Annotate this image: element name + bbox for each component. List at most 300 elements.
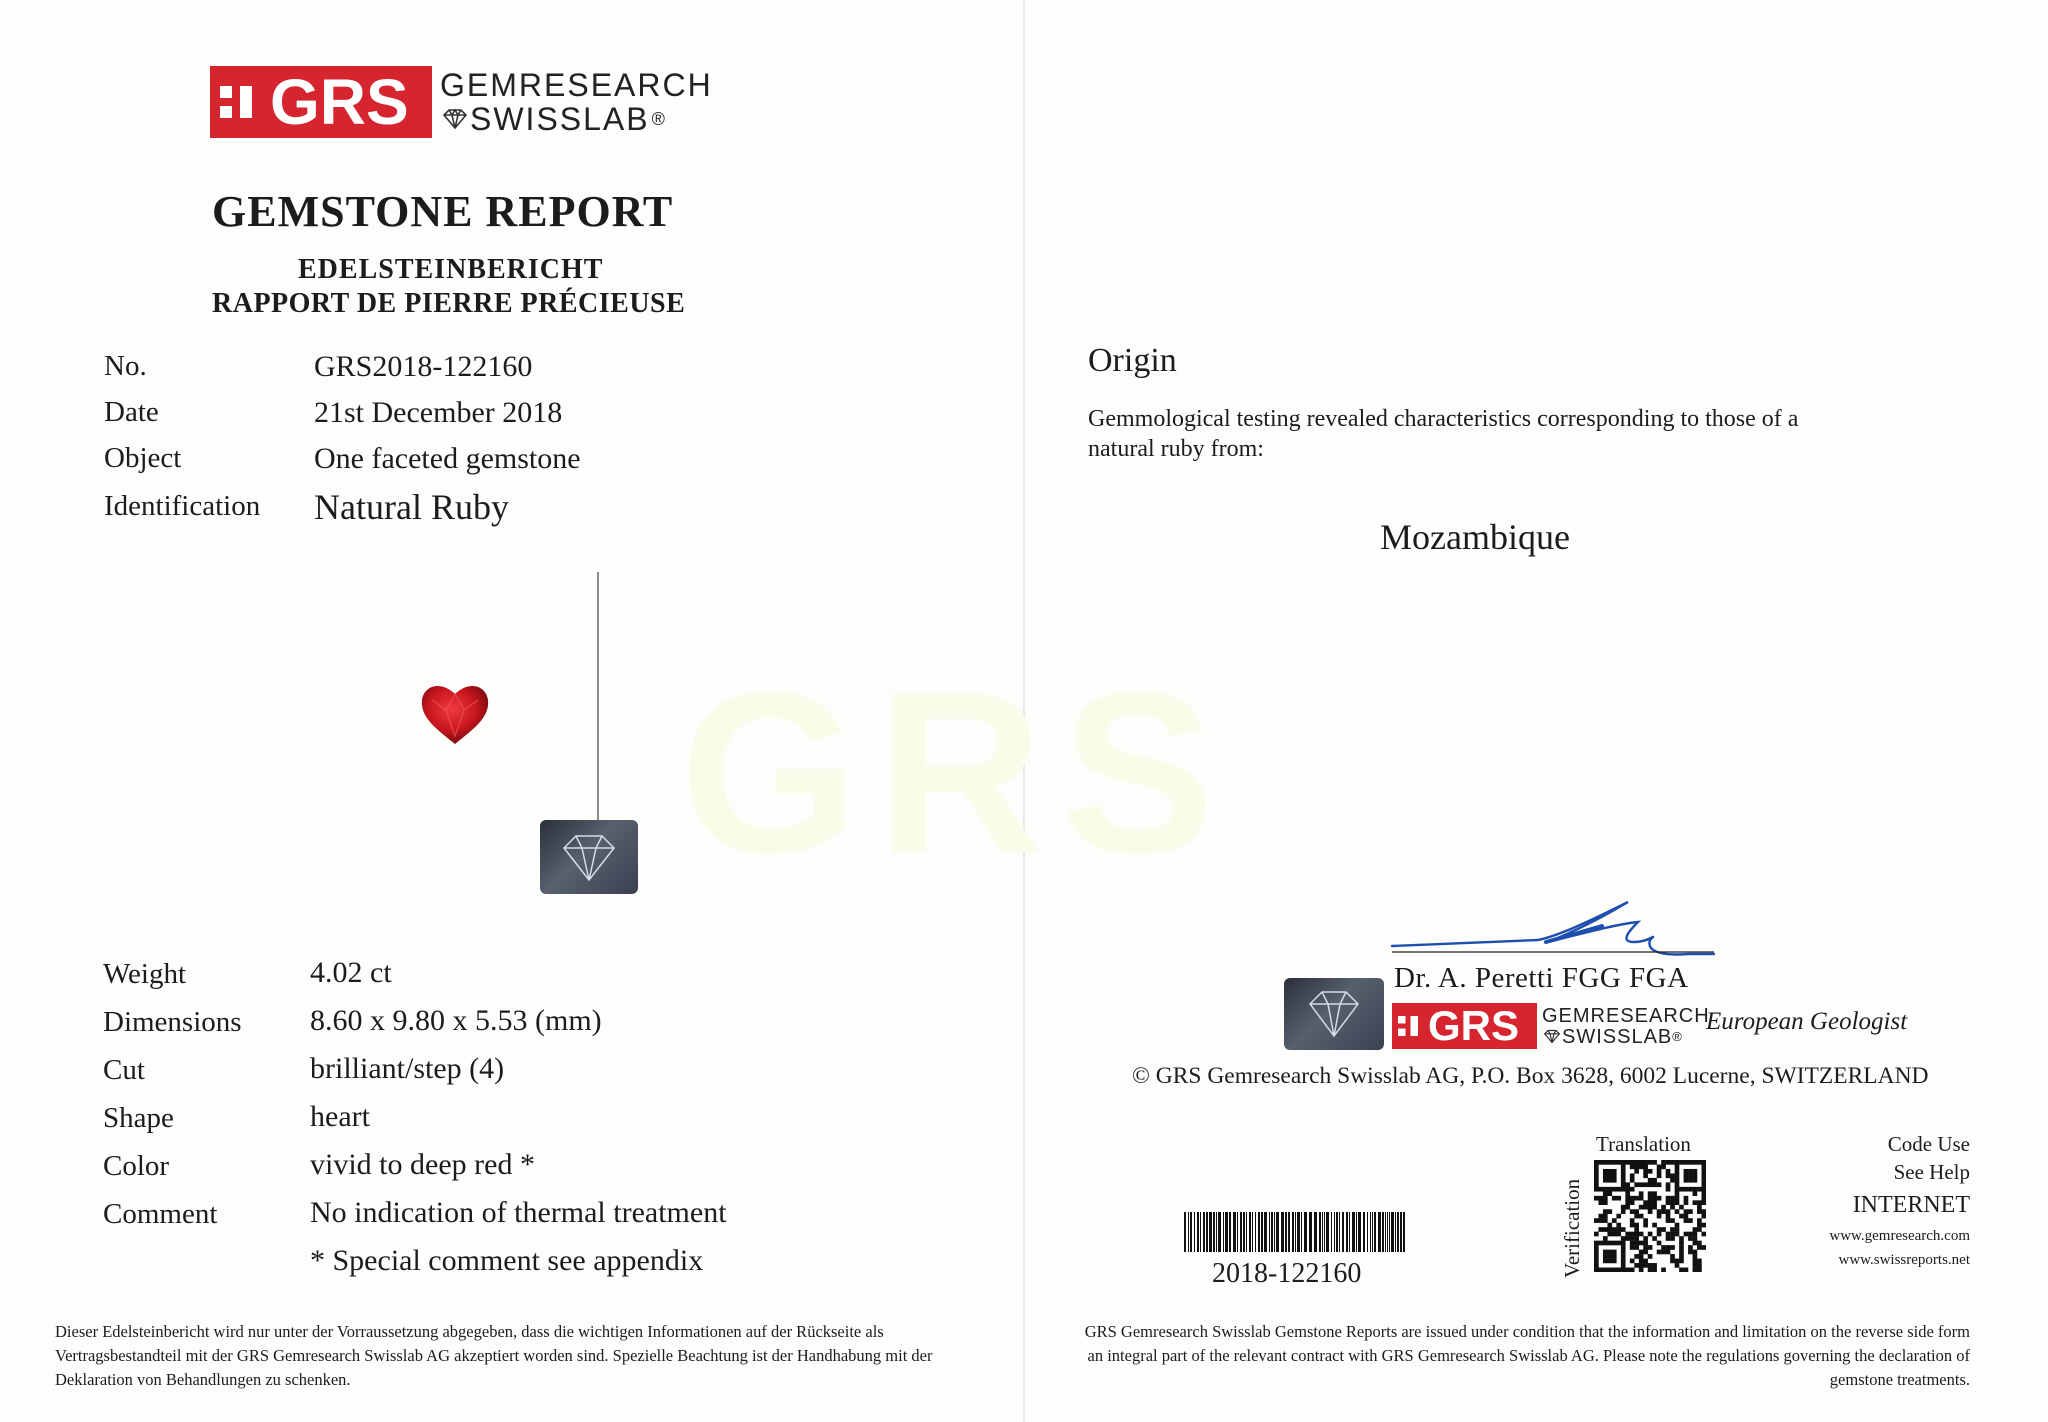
barcode-bar (1349, 1212, 1350, 1252)
qr-module (1652, 1268, 1657, 1272)
qr-module (1630, 1164, 1635, 1169)
qr-module (1603, 1169, 1608, 1174)
qr-module (1603, 1178, 1608, 1183)
barcode-bar (1397, 1212, 1399, 1252)
code-use-label: Code Use (1887, 1132, 1970, 1156)
field-label-no: No. (104, 350, 147, 382)
qr-module (1679, 1236, 1684, 1241)
qr-module (1688, 1232, 1693, 1237)
signer-title: European Geologist (1706, 1008, 1908, 1035)
qr-module (1643, 1218, 1648, 1223)
qr-module (1607, 1254, 1612, 1259)
qr-module (1598, 1160, 1603, 1165)
qr-module (1702, 1196, 1706, 1201)
qr-module (1616, 1227, 1621, 1232)
qr-module (1688, 1250, 1693, 1255)
qr-module (1675, 1173, 1680, 1178)
qr-module (1639, 1241, 1644, 1246)
qr-module (1603, 1187, 1608, 1192)
qr-module (1634, 1241, 1639, 1246)
barcode-bar (1301, 1212, 1302, 1252)
qr-module (1666, 1173, 1671, 1178)
barcode-bar (1387, 1212, 1388, 1252)
qr-module (1670, 1196, 1675, 1201)
qr-module (1684, 1232, 1689, 1237)
qr-module (1670, 1173, 1675, 1178)
qr-module (1688, 1178, 1693, 1183)
qr-module (1616, 1268, 1621, 1272)
qr-module (1607, 1191, 1612, 1196)
qr-module (1693, 1169, 1698, 1174)
qr-module (1643, 1200, 1648, 1205)
qr-module (1607, 1169, 1612, 1174)
qr-module (1634, 1214, 1639, 1219)
qr-module (1630, 1178, 1635, 1183)
barcode-bar (1285, 1212, 1287, 1252)
copyright-line: © GRS Gemresearch Swisslab AG, P.O. Box 3628, 6002 Lucerne, SWITZERLAND (1132, 1063, 1929, 1089)
qr-module (1702, 1214, 1706, 1219)
qr-module (1612, 1169, 1617, 1174)
qr-module (1643, 1205, 1648, 1210)
qr-module (1648, 1209, 1653, 1214)
qr-module (1657, 1173, 1662, 1178)
qr-module (1612, 1173, 1617, 1178)
qr-module (1670, 1254, 1675, 1259)
qr-module (1693, 1241, 1698, 1246)
qr-module (1652, 1178, 1657, 1183)
qr-module (1693, 1191, 1698, 1196)
barcode-bar (1395, 1212, 1396, 1252)
translation-label: Translation (1596, 1132, 1691, 1156)
barcode-bar (1274, 1212, 1275, 1252)
qr-module (1684, 1218, 1689, 1223)
qr-module (1594, 1241, 1599, 1246)
grs-logo-small (1392, 1003, 1710, 1049)
qr-module (1603, 1191, 1608, 1196)
grs-logo-line2: SWISSLAB (470, 101, 650, 137)
qr-module (1693, 1259, 1698, 1264)
qr-module (1621, 1169, 1626, 1174)
field-value-special-comment: * Special comment see appendix (310, 1244, 704, 1277)
qr-module (1702, 1182, 1706, 1187)
qr-module (1666, 1232, 1671, 1237)
qr-module (1697, 1263, 1702, 1268)
origin-text: Gemmological testing revealed characteristics corresponding to those of a natural ruby from: (1088, 406, 1799, 462)
qr-module (1634, 1227, 1639, 1232)
barcode-bar (1223, 1212, 1224, 1252)
qr-module (1648, 1205, 1653, 1210)
qr-module (1621, 1182, 1626, 1187)
qr-module (1612, 1259, 1617, 1264)
qr-module (1612, 1232, 1617, 1237)
grs-logo-small-line2-row (1542, 1027, 1710, 1047)
barcode-bar (1385, 1212, 1386, 1252)
qr-module (1639, 1191, 1644, 1196)
qr-module (1652, 1200, 1657, 1205)
qr-module (1657, 1241, 1662, 1246)
qr-module (1612, 1218, 1617, 1223)
field-value-no: GRS2018-122160 (314, 350, 533, 383)
qr-module (1679, 1245, 1684, 1250)
field-label-shape: Shape (103, 1102, 174, 1134)
qr-module (1630, 1259, 1635, 1264)
qr-module (1598, 1218, 1603, 1223)
qr-module (1702, 1209, 1706, 1214)
qr-module (1666, 1214, 1671, 1219)
qr-module (1679, 1259, 1684, 1264)
qr-module (1634, 1263, 1639, 1268)
qr-module (1657, 1169, 1662, 1174)
barcode-bar (1269, 1212, 1270, 1252)
qr-module (1661, 1268, 1666, 1272)
qr-module (1621, 1160, 1626, 1165)
qr-module (1648, 1160, 1653, 1165)
qr-module (1666, 1187, 1671, 1192)
field-label-object: Object (104, 442, 182, 474)
grs-logo-brand: GRS (270, 66, 409, 138)
qr-module (1594, 1250, 1599, 1255)
qr-module (1661, 1250, 1666, 1255)
qr-module (1634, 1223, 1639, 1228)
qr-module (1670, 1200, 1675, 1205)
qr-module (1657, 1227, 1662, 1232)
qr-module (1679, 1214, 1684, 1219)
qr-module (1634, 1196, 1639, 1201)
registered-mark: ® (651, 109, 667, 129)
qr-module (1688, 1218, 1693, 1223)
field-label-dimensions: Dimensions (103, 1006, 242, 1038)
qr-module (1657, 1182, 1662, 1187)
field-value-date: 21st December 2018 (314, 396, 563, 429)
qr-module (1652, 1191, 1657, 1196)
qr-module (1643, 1245, 1648, 1250)
qr-module (1634, 1245, 1639, 1250)
qr-module (1634, 1164, 1639, 1169)
internet-label: INTERNET (1852, 1192, 1970, 1218)
qr-module (1603, 1236, 1608, 1241)
qr-module (1630, 1173, 1635, 1178)
qr-module (1603, 1227, 1608, 1232)
qr-module (1630, 1245, 1635, 1250)
qr-module (1603, 1214, 1608, 1219)
qr-module (1670, 1227, 1675, 1232)
qr-module (1621, 1209, 1626, 1214)
qr-module (1697, 1200, 1702, 1205)
barcode-bar (1292, 1212, 1294, 1252)
qr-module (1594, 1164, 1599, 1169)
qr-module (1702, 1223, 1706, 1228)
barcode-bar (1358, 1212, 1361, 1252)
qr-module (1594, 1178, 1599, 1183)
qr-module (1679, 1250, 1684, 1255)
qr-module (1607, 1232, 1612, 1237)
qr-module (1625, 1200, 1630, 1205)
barcode-bar (1367, 1212, 1368, 1252)
field-label-date: Date (104, 396, 159, 428)
qr-module (1607, 1209, 1612, 1214)
barcode-bar (1352, 1212, 1355, 1252)
qr-module (1661, 1160, 1666, 1165)
qr-module (1612, 1227, 1617, 1232)
qr-module (1684, 1173, 1689, 1178)
barcode-bar (1264, 1212, 1267, 1252)
qr-module (1688, 1236, 1693, 1241)
qr-module (1675, 1200, 1680, 1205)
qr-module (1684, 1187, 1689, 1192)
barcode-bar (1203, 1212, 1205, 1252)
qr-module (1670, 1236, 1675, 1241)
qr-module (1616, 1223, 1621, 1228)
qr-module (1693, 1236, 1698, 1241)
grs-logo-small-text (1542, 1006, 1710, 1047)
barcode-bar (1389, 1212, 1390, 1252)
qr-module (1666, 1245, 1671, 1250)
qr-module (1643, 1236, 1648, 1241)
footer-english: GRS Gemresearch Swisslab Gemstone Reports are issued under condition that the information and limitation on the reverse side form an integral part of the relevant contract with GRS Gemresearch Swisslab AG. Please note the regulations governing the declaration of gemstone treatments. (1084, 1322, 1970, 1389)
barcode-bar (1225, 1212, 1228, 1252)
qr-module (1657, 1164, 1662, 1169)
qr-module (1661, 1227, 1666, 1232)
qr-module (1603, 1268, 1608, 1272)
grs-logo-small-line1: GEMRESEARCH (1542, 1004, 1710, 1027)
barcode-bar (1218, 1212, 1221, 1252)
qr-module (1697, 1227, 1702, 1232)
qr-module (1612, 1268, 1617, 1272)
qr-module (1607, 1223, 1612, 1228)
qr-module (1625, 1182, 1630, 1187)
qr-module (1697, 1268, 1702, 1272)
barcode-bar (1276, 1212, 1279, 1252)
barcode-bar (1197, 1212, 1199, 1252)
grs-watermark: GRS (680, 644, 1233, 901)
qr-module (1625, 1160, 1630, 1165)
registered-mark: ® (1672, 1029, 1683, 1044)
qr-module (1607, 1250, 1612, 1255)
qr-module (1697, 1223, 1702, 1228)
qr-module (1648, 1263, 1653, 1268)
qr-module (1621, 1263, 1626, 1268)
qr-module (1688, 1187, 1693, 1192)
barcode-bar (1295, 1212, 1296, 1252)
qr-module (1684, 1178, 1689, 1183)
qr-module (1643, 1164, 1648, 1169)
qr-module (1648, 1245, 1653, 1250)
qr-module (1639, 1259, 1644, 1264)
diamond-icon (1542, 1029, 1562, 1044)
qr-module (1616, 1241, 1621, 1246)
qr-module (1666, 1250, 1671, 1255)
qr-module (1675, 1187, 1680, 1192)
qr-module (1648, 1200, 1653, 1205)
ruby-heart-image (418, 680, 492, 746)
barcode-bar (1382, 1212, 1384, 1252)
see-help-label: See Help (1893, 1160, 1970, 1184)
barcode-bar (1229, 1212, 1231, 1252)
qr-module (1675, 1209, 1680, 1214)
qr-module (1693, 1200, 1698, 1205)
qr-module (1702, 1169, 1706, 1174)
field-label-weight: Weight (103, 958, 187, 990)
qr-module (1594, 1218, 1599, 1223)
field-label-identification: Identification (104, 490, 261, 522)
url-gemresearch[interactable]: www.gemresearch.com (1829, 1228, 1970, 1244)
barcode-bar (1326, 1212, 1329, 1252)
qr-module (1634, 1254, 1639, 1259)
qr-module (1693, 1178, 1698, 1183)
qr-module (1607, 1160, 1612, 1165)
qr-module (1693, 1263, 1698, 1268)
qr-module (1675, 1160, 1680, 1165)
qr-module (1688, 1160, 1693, 1165)
qr-module (1675, 1227, 1680, 1232)
qr-module (1702, 1160, 1706, 1165)
qr-module (1675, 1191, 1680, 1196)
qr-module (1697, 1218, 1702, 1223)
qr-module (1621, 1241, 1626, 1246)
barcode-bar (1246, 1212, 1247, 1252)
barcode-bar (1240, 1212, 1242, 1252)
qr-module (1666, 1209, 1671, 1214)
qr-module (1594, 1187, 1599, 1192)
qr-module (1594, 1259, 1599, 1264)
qr-module (1607, 1241, 1612, 1246)
qr-module (1643, 1241, 1648, 1246)
qr-module (1675, 1182, 1680, 1187)
qr-module (1697, 1245, 1702, 1250)
qr-module (1702, 1187, 1706, 1192)
qr-module (1634, 1169, 1639, 1174)
qr-module (1648, 1232, 1653, 1237)
barcode-bar (1339, 1212, 1340, 1252)
qr-module (1643, 1160, 1648, 1165)
barcode-bar (1297, 1212, 1300, 1252)
qr-module (1702, 1173, 1706, 1178)
footer-german: Dieser Edelsteinbericht wird nur unter der Vorraussetzung abgegeben, dass die wichtigen Informationen auf der Rückseite als Vertragsbestandteil mit der GRS Gemresearch Swisslab AG akzeptiert worden sind. Spezielle Beachtung ist der Handhabung mit der Deklaration von Behandlungen zu schenken. (55, 1322, 933, 1389)
barcode-bar (1372, 1212, 1373, 1252)
qr-module (1630, 1200, 1635, 1205)
qr-module (1670, 1232, 1675, 1237)
url-swissreports[interactable]: www.swissreports.net (1838, 1252, 1970, 1268)
photo-pointer-line (597, 572, 599, 822)
qr-module (1625, 1205, 1630, 1210)
qr-module (1670, 1245, 1675, 1250)
qr-module (1639, 1263, 1644, 1268)
qr-module (1666, 1160, 1671, 1165)
qr-code-icon[interactable] (1594, 1160, 1706, 1272)
barcode-bar (1378, 1212, 1381, 1252)
qr-module (1661, 1164, 1666, 1169)
barcode-bar (1184, 1212, 1186, 1252)
qr-module (1621, 1227, 1626, 1232)
qr-module (1598, 1268, 1603, 1272)
qr-module (1675, 1169, 1680, 1174)
grs-logo (210, 66, 713, 138)
qr-module (1652, 1263, 1657, 1268)
qr-module (1666, 1182, 1671, 1187)
origin-country: Mozambique (1380, 517, 1570, 557)
qr-module (1630, 1236, 1635, 1241)
barcode-bar (1324, 1212, 1325, 1252)
field-value-object: One faceted gemstone (314, 442, 581, 475)
qr-module (1702, 1232, 1706, 1237)
diamond-icon (440, 108, 470, 130)
qr-module (1643, 1263, 1648, 1268)
swiss-cross-icon (220, 86, 252, 118)
qr-module (1661, 1205, 1666, 1210)
barcode-bar (1249, 1212, 1251, 1252)
qr-module (1612, 1254, 1617, 1259)
qr-module (1625, 1196, 1630, 1201)
barcode-bar (1314, 1212, 1317, 1252)
qr-module (1666, 1236, 1671, 1241)
barcode-bar (1346, 1212, 1348, 1252)
barcode-bar (1194, 1212, 1195, 1252)
qr-module (1612, 1250, 1617, 1255)
qr-module (1684, 1200, 1689, 1205)
barcode-bar (1237, 1212, 1238, 1252)
qr-module (1639, 1205, 1644, 1210)
hologram-diamond-icon (1284, 978, 1384, 1050)
barcode-bar (1304, 1212, 1307, 1252)
field-value-comment: No indication of thermal treatment (310, 1196, 727, 1229)
barcode-bar (1309, 1212, 1312, 1252)
qr-module (1630, 1196, 1635, 1201)
qr-module (1607, 1259, 1612, 1264)
qr-module (1598, 1214, 1603, 1219)
qr-module (1621, 1178, 1626, 1183)
qr-module (1657, 1250, 1662, 1255)
barcode-bar (1403, 1212, 1405, 1252)
field-label-color: Color (103, 1150, 170, 1182)
qr-module (1657, 1214, 1662, 1219)
barcode-bar (1252, 1212, 1253, 1252)
grs-logo-line1: GEMRESEARCH (440, 67, 713, 103)
hologram-diamond-icon (540, 820, 638, 894)
barcode-bar (1271, 1212, 1273, 1252)
qr-module (1630, 1187, 1635, 1192)
qr-module (1693, 1250, 1698, 1255)
qr-module (1643, 1173, 1648, 1178)
qr-module (1625, 1236, 1630, 1241)
qr-module (1693, 1173, 1698, 1178)
qr-module (1634, 1236, 1639, 1241)
qr-module (1594, 1254, 1599, 1259)
qr-module (1607, 1173, 1612, 1178)
qr-module (1684, 1169, 1689, 1174)
qr-module (1621, 1173, 1626, 1178)
qr-module (1621, 1187, 1626, 1192)
barcode-bar (1209, 1212, 1212, 1252)
qr-module (1639, 1182, 1644, 1187)
qr-module (1702, 1178, 1706, 1183)
qr-module (1630, 1268, 1635, 1272)
qr-module (1607, 1187, 1612, 1192)
qr-module (1616, 1196, 1621, 1201)
swiss-cross-icon (1398, 1016, 1418, 1036)
qr-module (1612, 1196, 1617, 1201)
grs-logo-small-red-block (1392, 1003, 1537, 1049)
barcode-bar (1216, 1212, 1217, 1252)
qr-module (1675, 1223, 1680, 1228)
qr-module (1648, 1196, 1653, 1201)
qr-module (1639, 1254, 1644, 1259)
qr-module (1630, 1232, 1635, 1237)
qr-module (1612, 1241, 1617, 1246)
barcode-bar (1356, 1212, 1357, 1252)
field-value-identification: Natural Ruby (314, 487, 509, 527)
qr-module (1693, 1254, 1698, 1259)
grs-logo-line2-row (440, 103, 713, 135)
